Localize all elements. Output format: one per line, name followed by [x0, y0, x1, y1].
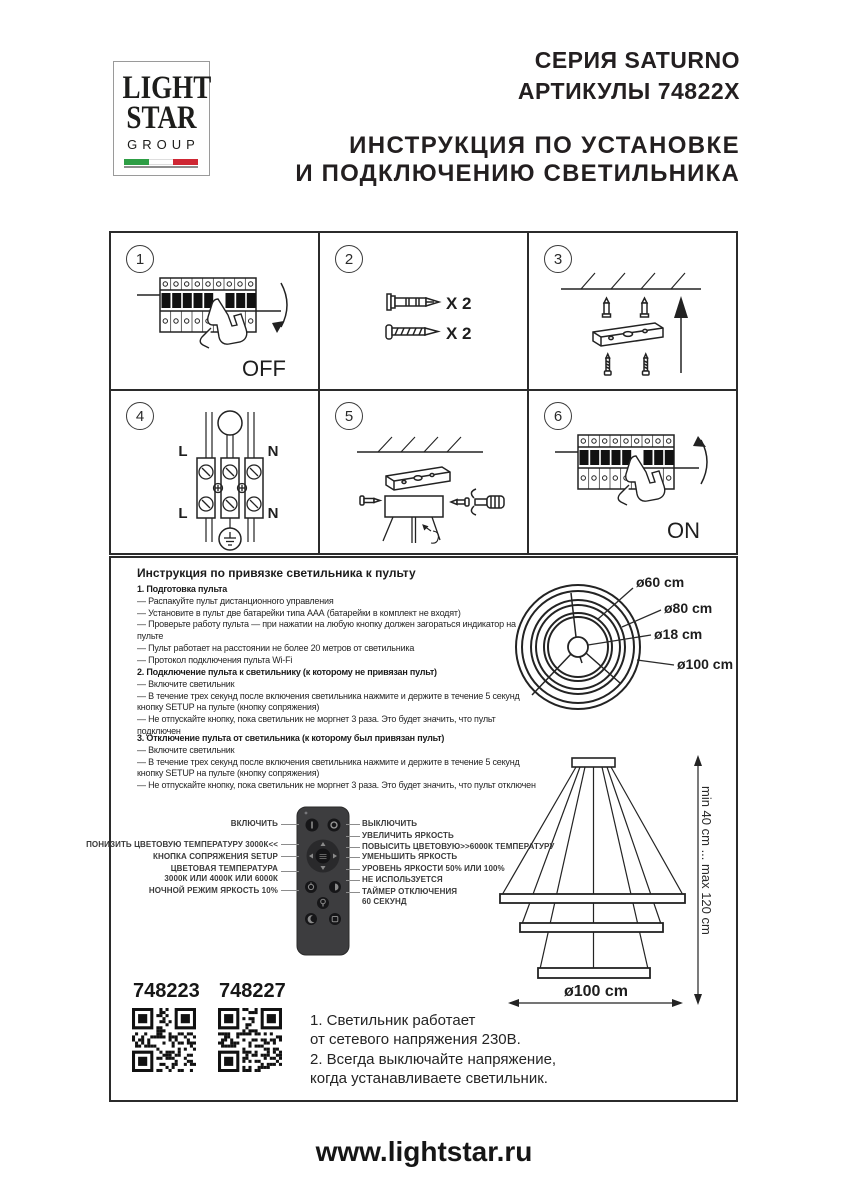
night-mode-button [305, 913, 317, 925]
bulb-button [317, 897, 329, 909]
wiring-diagram [111, 390, 318, 553]
wire-label-n-bottom: N [267, 505, 279, 522]
instruction-line: — Включите светильник [137, 678, 235, 689]
color-temp-button [305, 881, 317, 893]
fasteners-diagram [320, 233, 527, 388]
leader-line [281, 824, 299, 825]
wire-label-n-top: N [267, 443, 279, 460]
instruction-line: — Проверьте работу пульта — при нажатии на любую кнопку должен загораться индикатор на пульте [137, 619, 516, 642]
qr-code-label-2: 748227 [219, 980, 286, 1002]
lightstar-logo [113, 61, 210, 176]
section-heading: 3. Отключение пульта от светильника (к которому был привязан пульт) [137, 733, 445, 743]
ring-tier-3 [538, 968, 650, 978]
remote-label-color-temp-line2: 3000К ИЛИ 4000К ИЛИ 6000К [164, 873, 278, 883]
note-line: 2. Всегда выключайте напряжение, [310, 1050, 557, 1068]
step-4-number: 4 [126, 402, 154, 430]
leader-line [346, 847, 360, 848]
remote-control [296, 806, 350, 956]
rotate-down-arrow [281, 283, 287, 327]
canopy-mounting-diagram [320, 390, 527, 553]
breaker-off-diagram [111, 233, 318, 388]
instruction-line: — Включите светильник [137, 744, 235, 755]
remote-label-power-off: ВЫКЛЮЧИТЬ [362, 819, 418, 828]
qr-code-2 [218, 1008, 282, 1072]
instruction-line: — Установите в пульт две батарейки типа ААА (батарейки в комплект не входят) [137, 607, 461, 618]
on-label: ON [667, 518, 700, 543]
step-1-number: 1 [126, 245, 154, 273]
doc-title-line2: И ПОДКЛЮЧЕНИЮ СВЕТИЛЬНИКА [295, 160, 740, 187]
bracket-mounting-diagram [529, 233, 736, 388]
screw-qty: X 2 [446, 324, 472, 343]
chandelier-side-view [480, 745, 732, 1011]
pairing-section-3 [137, 733, 539, 792]
remote-label-night-mode: НОЧНОЙ РЕЖИМ ЯРКОСТЬ 10% [148, 886, 278, 895]
ring-80-label: ø80 cm [664, 600, 713, 616]
instruction-line: — Распакуйте пульт дистанционного управления [137, 595, 334, 606]
remote-label-timer-line1: ТАЙМЕР ОТКЛЮЧЕНИЯ [362, 887, 458, 896]
step-5-number: 5 [335, 402, 363, 430]
remote-label-not-used: НЕ ИСПОЛЬЗУЕТСЯ [362, 875, 443, 884]
italian-flag-stripe [124, 159, 198, 165]
power-off-button [328, 819, 341, 832]
leader-line [346, 857, 360, 858]
instruction-line: — Протокол подключения пульта Wi-Fi [137, 654, 293, 665]
up-arrow [674, 296, 688, 318]
leader-line [346, 824, 360, 825]
ceiling-canopy [572, 758, 615, 767]
power-on-button [306, 819, 319, 832]
leader-line [346, 869, 360, 870]
remote-label-temp-up: ПОВЫСИТЬ ЦВЕТОВУЮ>>6000К ТЕМПЕРАТУРУ [362, 842, 555, 851]
remote-label-temp-down: ПОНИЗИТЬ ЦВЕТОВУЮ ТЕМПЕРАТУРУ 3000К<< [86, 840, 278, 849]
articles-title: АРТИКУЛЫ 74822X [517, 78, 740, 104]
instruction-line: — Не отпускайте кнопку, пока светильник не моргнет 3 раза. Это будет значить, что пульт подключен [137, 714, 496, 736]
step-6-number: 6 [544, 402, 572, 430]
leader-line [346, 836, 360, 837]
flag-underline [124, 166, 198, 168]
setup-button [316, 849, 331, 864]
pairing-title: Инструкция по привязке светильника к пульту [137, 566, 416, 580]
note-line: когда устанавливаете светильник. [310, 1070, 548, 1088]
logo-light: LIGHT [122, 70, 212, 106]
ring-tier-1 [500, 894, 685, 903]
indicator-led [305, 812, 308, 815]
section-heading: 2. Подключение пульта к светильнику (к которому не привязан пульт) [137, 667, 437, 677]
remote-label-brightness-level: УРОВЕНЬ ЯРКОСТИ 50% ИЛИ 100% [362, 864, 505, 873]
instruction-line: — В течение трех секунд после включения светильника нажмите и держите в течение 5 секунд кнопку SETUP на пульте (кнопку сопряжения) [137, 756, 520, 779]
leader-line [281, 856, 299, 857]
brightness-level-button [329, 881, 341, 893]
note-line: 1. Светильник работает [310, 1012, 476, 1029]
remote-label-power-on: ВКЛЮЧИТЬ [230, 819, 278, 828]
ring-60-label: ø60 cm [636, 574, 685, 590]
logo-star: STAR [126, 100, 197, 137]
ground-symbol-icon [219, 528, 241, 550]
leader-line [281, 890, 299, 891]
remote-label-brightness-down: УМЕНЬШИТЬ ЯРКОСТЬ [362, 852, 458, 861]
dpad [307, 840, 340, 873]
doc-title-line1: ИНСТРУКЦИЯ ПО УСТАНОВКЕ [349, 132, 740, 159]
website-url: www.lightstar.ru [315, 1136, 533, 1167]
pairing-section-2 [137, 667, 539, 738]
leader-line [346, 880, 360, 881]
ring-tier-2 [520, 923, 663, 932]
remote-label-color-temp [164, 864, 278, 883]
ring-18-label: ø18 cm [654, 626, 703, 642]
qr-code-1 [132, 1008, 196, 1072]
wire-label-l-top: L [178, 443, 188, 460]
instruction-line: — Пульт работает на расстоянии не более 20 метров от светильника [137, 642, 415, 653]
remote-label-brightness-up: УВЕЛИЧИТЬ ЯРКОСТЬ [362, 831, 454, 840]
remote-label-timer-line2: 60 СЕКУНД [362, 896, 407, 906]
safety-notes [310, 1011, 556, 1089]
breaker-on-diagram [529, 390, 736, 553]
step-2-number: 2 [335, 245, 363, 273]
section-heading: 1. Подготовка пульта [137, 584, 227, 594]
remote-label-setup: КНОПКА СОПРЯЖЕНИЯ SETUP [153, 852, 278, 861]
step-3-number: 3 [544, 245, 572, 273]
off-label: OFF [242, 356, 286, 381]
ring-100-label: ø100 cm [677, 656, 734, 672]
instruction-line: — Не отпускайте кнопку, пока светильник не моргнет 3 раза. Это будет значить, что пульт отключен [137, 780, 536, 791]
instruction-line: — В течение трех секунд после включения светильника нажмите и держите в течение 5 секунд кнопку SETUP на пульте (кнопку сопряжения) [137, 690, 520, 713]
leader-line [281, 871, 299, 872]
leader-line [346, 892, 360, 893]
rings-top-view-diagram [494, 563, 746, 731]
pairing-section-1 [137, 584, 539, 667]
leader-line [281, 844, 299, 845]
wire-label-l-bottom: L [178, 505, 188, 522]
diameter-label: ø100 cm [563, 983, 629, 1000]
logo-group: GROUP [127, 136, 200, 152]
screwdriver-icon [471, 489, 504, 515]
qr-code-label-1: 748223 [133, 980, 200, 1002]
anchor-qty: X 2 [446, 294, 472, 313]
remote-label-timer [362, 887, 457, 906]
note-line: от сетевого напряжения 230В. [310, 1031, 521, 1049]
remote-label-color-temp-line1: ЦВЕТОВАЯ ТЕМПЕРАТУРА [170, 864, 278, 873]
timer-button [329, 913, 341, 925]
height-range-label: min 40 cm ... max 120 cm [699, 786, 714, 935]
series-title: СЕРИЯ SATURNO [534, 47, 740, 73]
